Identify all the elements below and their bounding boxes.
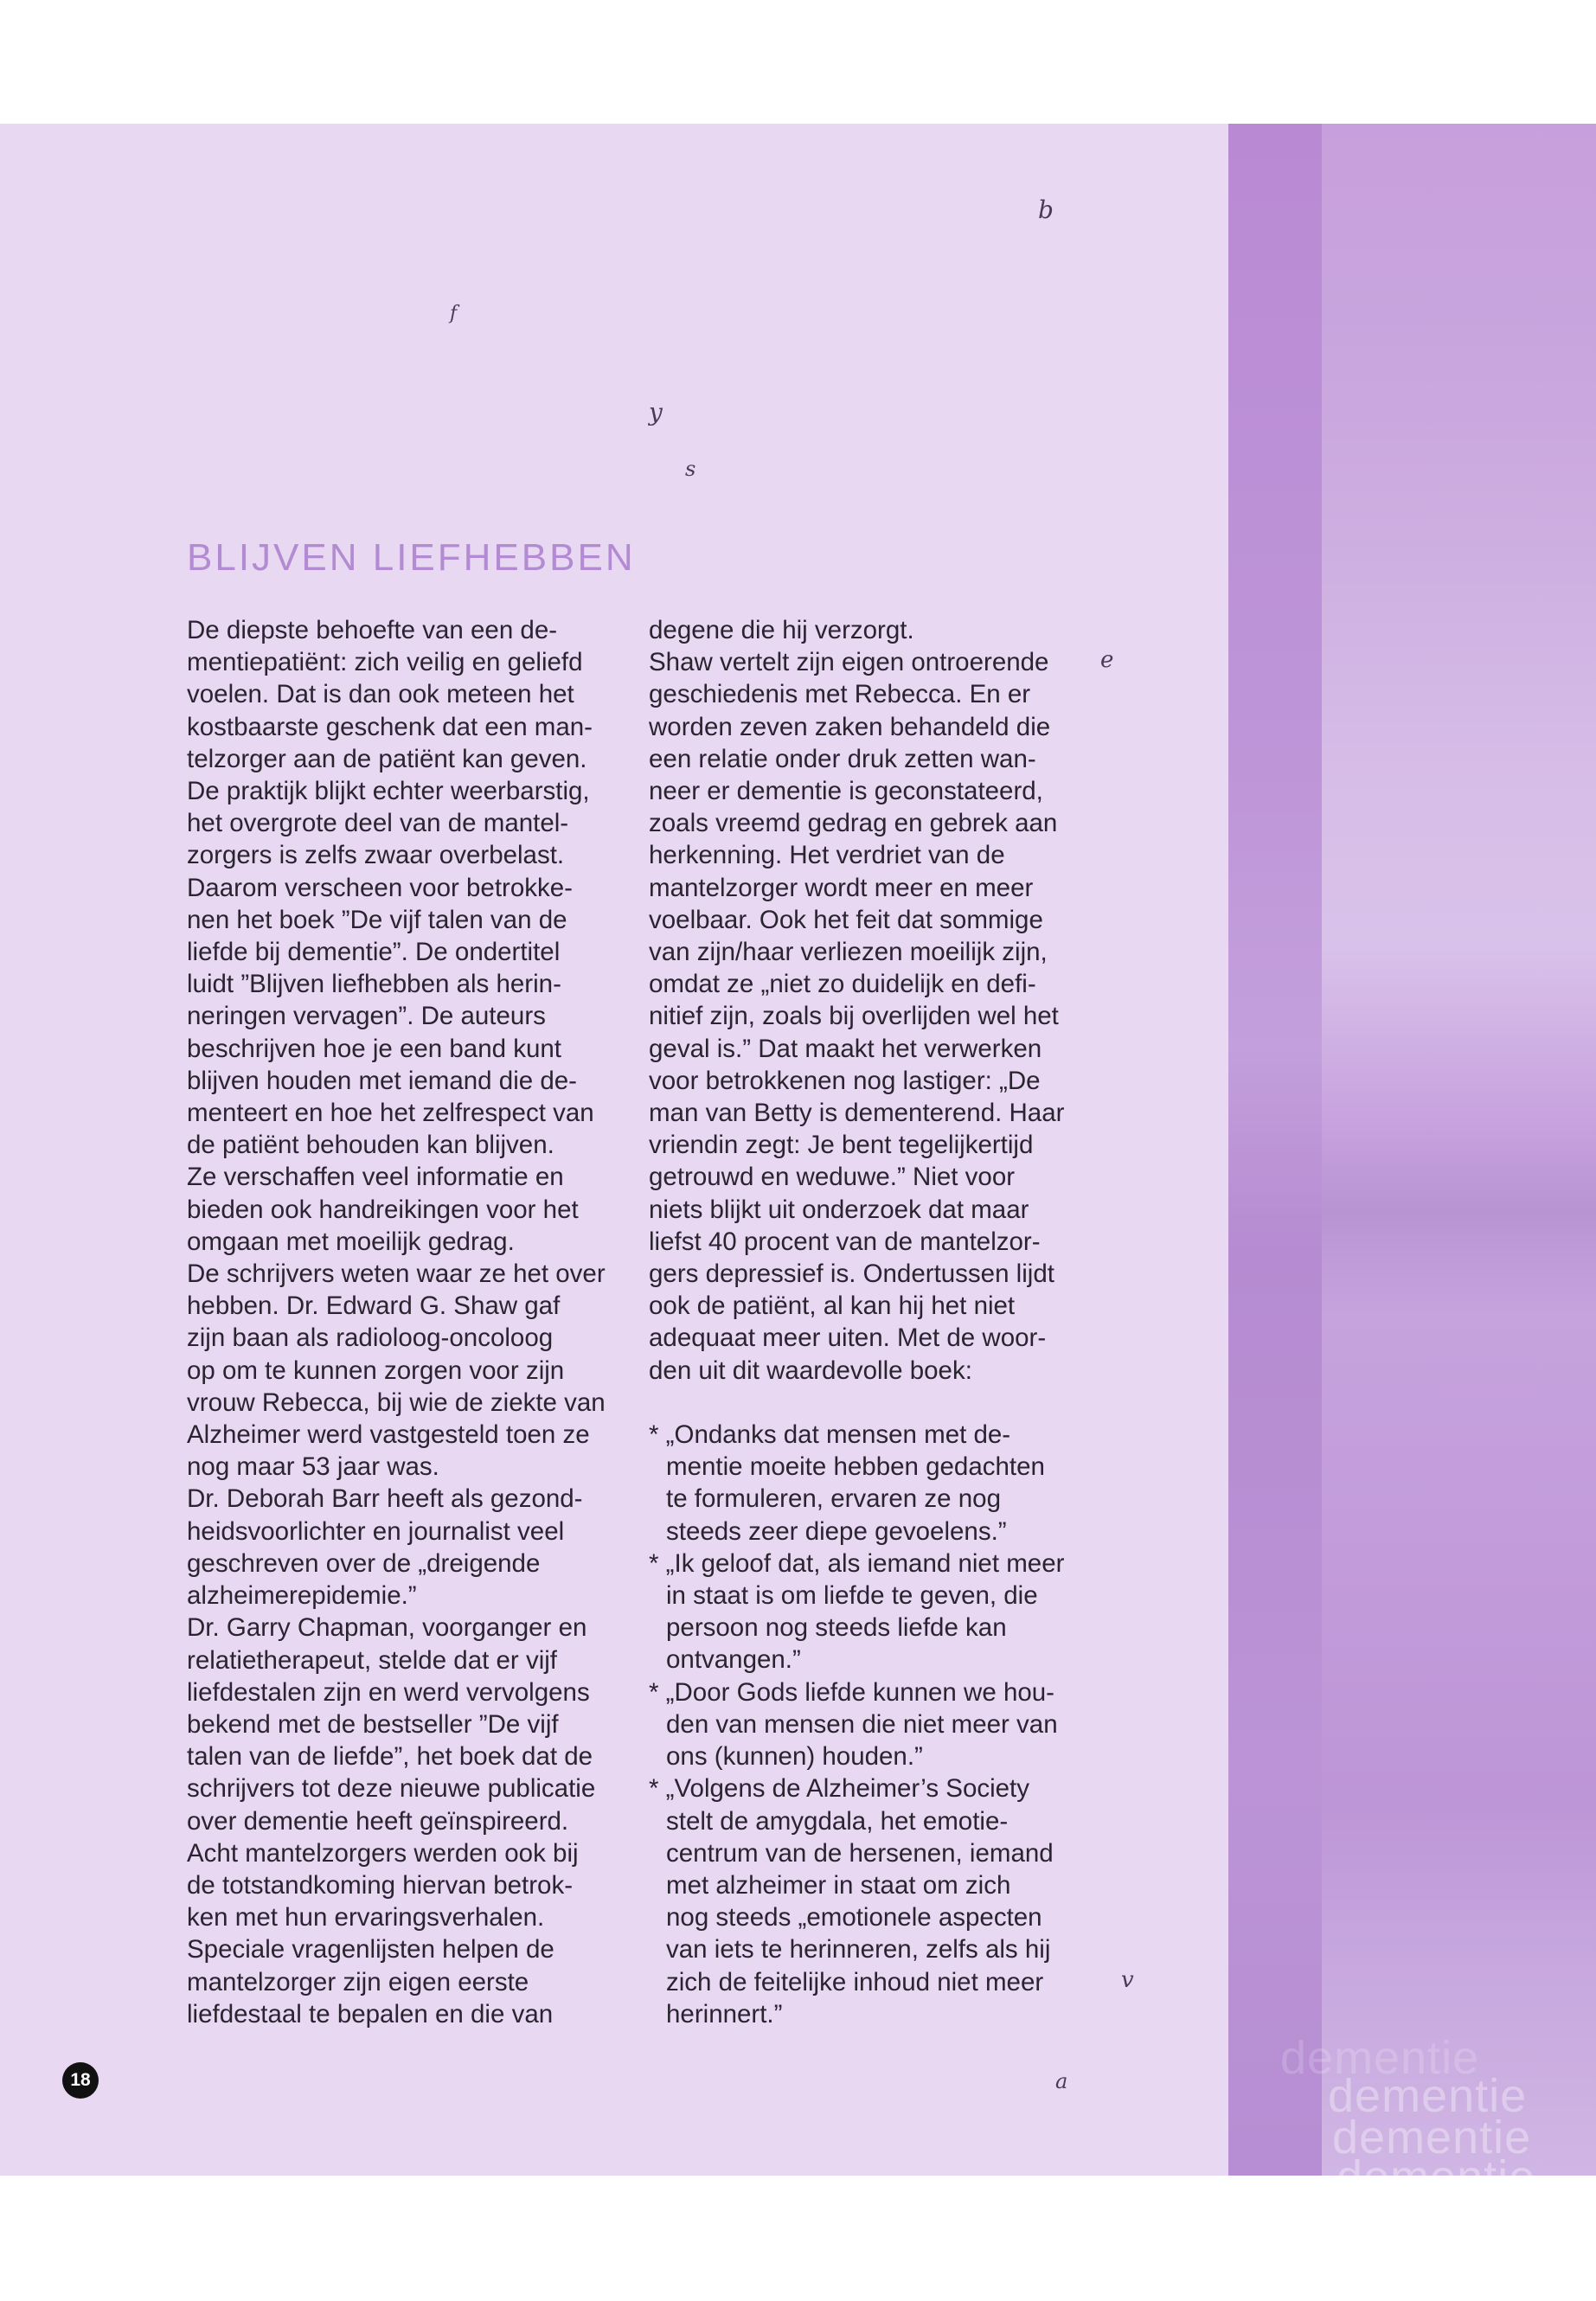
body-text-line: De schrijvers weten waar ze het over	[187, 1259, 606, 1289]
body-text-line: nitief zijn, zoals bij overlijden wel het	[649, 1002, 1059, 1031]
quote-line: ons (kunnen) houden.”	[666, 1742, 923, 1772]
body-text-line: neringen vervagen”. De auteurs	[187, 1002, 546, 1031]
body-text-line: Daarom verscheen voor betrokke-	[187, 873, 573, 902]
article-left-column	[187, 614, 619, 2030]
body-text-line: zijn baan als radioloog-oncoloog	[187, 1324, 554, 1353]
body-text-line: mentiepatiënt: zich veilig en geliefd	[187, 648, 583, 677]
body-text-line: zorgers is zelfs zwaar overbelast.	[187, 841, 565, 870]
body-text-line: nog maar 53 jaar was.	[187, 1452, 439, 1482]
article-heading: BLIJVEN LIEFHEBBEN	[187, 536, 636, 579]
body-text-line: Ze verschaffen veel informatie en	[187, 1163, 564, 1192]
body-text-line: vrouw Rebecca, bij wie de ziekte van	[187, 1388, 606, 1417]
body-text-line: vriendin zegt: Je bent tegelijkertijd	[649, 1131, 1034, 1160]
body-text-line: De praktijk blijkt echter weerbarstig,	[187, 777, 590, 806]
quote-line: in staat is om liefde te geven, die	[666, 1581, 1038, 1611]
ghost-word: dementie	[1336, 2151, 1536, 2203]
body-text-line: over dementie heeft geïnspireerd.	[187, 1806, 569, 1836]
body-text-line: beschrijven hoe je een band kunt	[187, 1034, 561, 1063]
body-text-line: alzheimerepidemie.”	[187, 1581, 417, 1611]
quote-first-line: * „Ondanks dat mensen met de-	[649, 1420, 1011, 1450]
quote-line: herinnert.”	[666, 1999, 783, 2029]
body-text-line: man van Betty is dementerend. Haar	[649, 1099, 1065, 1128]
body-text-line: gers depressief is. Ondertussen lijdt	[649, 1259, 1054, 1289]
body-text-line: van zijn/haar verliezen moeilijk zijn,	[649, 938, 1048, 967]
quote-line: persoon nog steeds liefde kan	[666, 1613, 1007, 1643]
decorative-letter: b	[1038, 195, 1054, 224]
quote-line: steeds zeer diepe gevoelens.”	[666, 1516, 1007, 1546]
photo-strip-edge	[1228, 124, 1322, 2176]
body-text-line: geschreven over de „dreigende	[187, 1548, 541, 1578]
body-text-line: degene die hij verzorgt.	[649, 616, 914, 644]
body-text-line: voelen. Dat is dan ook meteen het	[187, 680, 574, 709]
body-text-line: liefde bij dementie”. De ondertitel	[187, 938, 561, 967]
body-text-line: bekend met de bestseller ”De vijf	[187, 1709, 559, 1739]
body-text-line: op om te kunnen zorgen voor zijn	[187, 1356, 565, 1385]
body-text-line: getrouwd en weduwe.” Niet voor	[649, 1163, 1016, 1192]
paragraph-gap	[649, 1387, 1094, 1419]
body-text-line: nen het boek ”De vijf talen van de	[187, 905, 567, 934]
body-text-line: Shaw vertelt zijn eigen ontroerende	[649, 648, 1049, 677]
quote-line: van iets te herinneren, zelfs als hij	[666, 1935, 1051, 1965]
quote-item	[649, 1772, 1094, 2030]
body-text-line: het overgrote deel van de mantel-	[187, 809, 569, 838]
body-text-line: omgaan met moeilijk gedrag.	[187, 1227, 515, 1256]
body-text-line: bieden ook handreikingen voor het	[187, 1195, 579, 1224]
quote-line: centrum van de hersenen, iemand	[666, 1838, 1054, 1868]
body-text-line: worden zeven zaken behandeld die	[649, 712, 1051, 741]
decorative-letter: s	[685, 457, 696, 481]
body-text-line: schrijvers tot deze nieuwe publicatie	[187, 1774, 596, 1804]
quote-line: nog steeds „emotionele aspecten	[666, 1903, 1042, 1932]
body-text-line: een relatie onder druk zetten wan-	[649, 744, 1036, 773]
body-text-line: luidt ”Blijven liefhebben als herin-	[187, 970, 561, 999]
body-text-line: zoals vreemd gedrag en gebrek aan	[649, 809, 1058, 838]
article-right-column	[649, 614, 1094, 2030]
quote-line: ontvangen.”	[666, 1645, 801, 1675]
body-text-line: liefst 40 procent van de mantelzor-	[649, 1227, 1041, 1256]
decorative-letter: e	[1100, 647, 1114, 673]
quote-item	[649, 1548, 1094, 1676]
body-text-line: Dr. Deborah Barr heeft als gezond-	[187, 1484, 583, 1514]
body-text-line: den uit dit waardevolle boek:	[649, 1356, 972, 1385]
body-text-line: mantelzorger wordt meer en meer	[649, 873, 1034, 902]
quote-line: met alzheimer in staat om zich	[666, 1870, 1011, 1900]
body-text-line: de totstandkoming hiervan betrok-	[187, 1870, 574, 1900]
ghost-word: dementie	[1332, 2112, 1532, 2163]
decorative-letter: v	[1121, 1967, 1134, 1993]
body-text-line: menteert en hoe het zelfrespect van	[187, 1099, 594, 1128]
body-text-line: Dr. Garry Chapman, voorganger en	[187, 1613, 587, 1643]
quote-item	[649, 1676, 1094, 1773]
body-text-line: geval is.” Dat maakt het verwerken	[649, 1034, 1042, 1063]
body-text-line: hebben. Dr. Edward G. Shaw gaf	[187, 1292, 561, 1321]
body-text-line: de patiënt behouden kan blijven.	[187, 1131, 554, 1160]
body-text-line: telzorger aan de patiënt kan geven.	[187, 744, 587, 773]
body-text-line: voelbaar. Ook het feit dat sommige	[649, 905, 1043, 934]
page-number-badge: 18	[62, 2062, 99, 2099]
body-text-line: Speciale vragenlijsten helpen de	[187, 1935, 554, 1965]
body-text-line: Acht mantelzorgers werden ook bij	[187, 1838, 579, 1868]
body-text-line: neer er dementie is geconstateerd,	[649, 777, 1043, 806]
ghost-word: dementie	[1280, 2032, 1480, 2084]
body-text-line: niets blijkt uit onderzoek dat maar	[649, 1195, 1029, 1224]
decorative-letter: f	[450, 303, 458, 324]
body-text-line: adequaat meer uiten. Met de woor-	[649, 1324, 1047, 1353]
ghost-word: dementie	[1328, 2070, 1528, 2122]
body-text-line: relatietherapeut, stelde dat er vijf	[187, 1645, 557, 1675]
quote-line: stelt de amygdala, het emotie-	[666, 1806, 1009, 1836]
body-text-line: mantelzorger zijn eigen eerste	[187, 1967, 529, 1997]
body-text-line: Alzheimer werd vastgesteld toen ze	[187, 1420, 590, 1450]
decorative-letter: y	[649, 398, 663, 426]
body-text-line: voor betrokkenen nog lastiger: „De	[649, 1066, 1041, 1095]
body-text-line: heidsvoorlichter en journalist veel	[187, 1516, 565, 1546]
body-text-line: omdat ze „niet zo duidelijk en defi-	[649, 970, 1036, 999]
body-text-line: liefdestaal te bepalen en die van	[187, 1999, 554, 2029]
body-text-line: ook de patiënt, al kan hij het niet	[649, 1292, 1016, 1321]
quote-line: te formuleren, ervaren ze nog	[666, 1484, 1001, 1514]
body-text-line: blijven houden met iemand die de-	[187, 1066, 577, 1095]
quote-first-line: * „Volgens de Alzheimer’s Society	[649, 1774, 1030, 1804]
body-text-line: geschiedenis met Rebecca. En er	[649, 680, 1031, 709]
quote-line: zich de feitelijke inhoud niet meer	[666, 1967, 1044, 1997]
quote-item	[649, 1419, 1094, 1548]
body-text-line: kostbaarste geschenk dat een man-	[187, 712, 593, 741]
quote-first-line: * „Door Gods liefde kunnen we hou-	[649, 1677, 1054, 1707]
body-text-line: talen van de liefde”, het boek dat de	[187, 1742, 593, 1772]
body-text-line: ken met hun ervaringsverhalen.	[187, 1903, 545, 1932]
quote-first-line: * „Ik geloof dat, als iemand niet meer	[649, 1548, 1065, 1578]
body-text-line: herkenning. Het verdriet van de	[649, 841, 1005, 870]
decorative-letter: a	[1055, 2069, 1068, 2093]
body-text-line: De diepste behoefte van een de-	[187, 616, 558, 644]
quote-line: den van mensen die niet meer van	[666, 1709, 1058, 1739]
body-text-line: liefdestalen zijn en werd vervolgens	[187, 1677, 590, 1707]
quote-line: mentie moeite hebben gedachten	[666, 1452, 1045, 1482]
